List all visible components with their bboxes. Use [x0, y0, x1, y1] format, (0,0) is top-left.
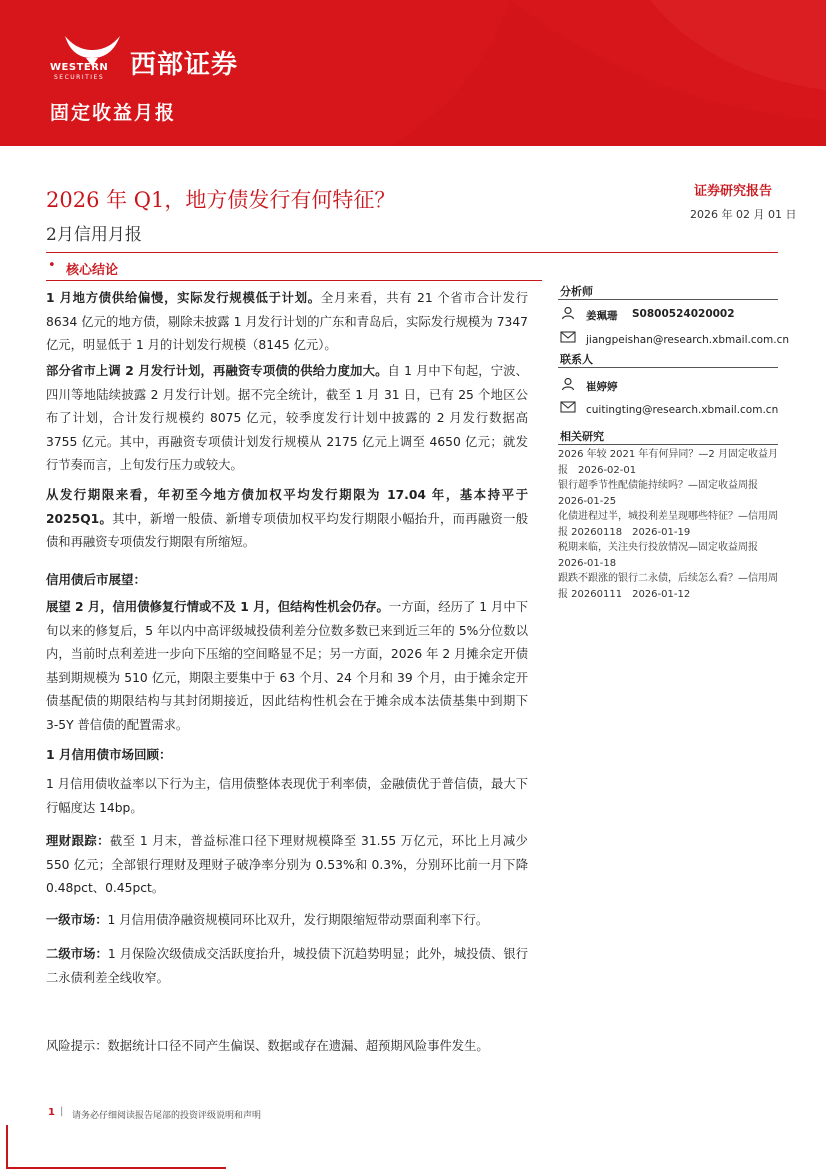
report-type-label: 证券研究报告 — [694, 184, 773, 199]
paragraph-body: 自 1 月中下旬起，宁波、四川等地陆续披露 2 月发行计划。据不完全统计，截至 1 月 31 日，已有 25 个地区公布了计划，合计发行规模约 8075 亿元，较季度发行计划中披露的 2 月发行数据高 3755 亿元。其中，再融资专项债计划发行规模从 2175 亿元上调至 4650 亿元；就发行节奏而言，上旬发行压力或较大。 — [46, 364, 528, 472]
paragraph-secondary — [46, 943, 528, 990]
section-heading: 核心结论 — [66, 263, 119, 278]
related-item[interactable]: 化债进程过半，城投利差呈现哪些特征？—信用周报 20260118 2026-01-19 — [558, 511, 778, 538]
related-item[interactable]: 银行超季节性配债能持续吗？—固定收益周报 2026-01-25 — [558, 480, 768, 507]
sidebar-divider — [558, 299, 778, 300]
analyst-label: 分析师 — [560, 285, 593, 298]
paragraph-body: 1 月保险次级债成交活跃度抬升，城投债下沉趋势明显；此外，城投债、银行二永债利差全线收窄。 — [46, 947, 528, 985]
paragraph-lead: 从发行期限来看，年初至今地方债加权平均发行期限为 17.04 年，基本持平于 2025Q1。 — [46, 488, 528, 526]
footer-separator: | — [60, 1106, 64, 1117]
section-bullet: • — [48, 258, 56, 273]
person-icon — [561, 306, 575, 320]
sidebar-divider — [558, 367, 778, 368]
logo-english: WESTERN — [50, 62, 109, 73]
footer-accent-vertical — [6, 1125, 8, 1169]
heading-outlook: 信用债后市展望： — [46, 572, 147, 587]
paragraph-body: 其中，新增一般债、新增专项债加权平均发行期限小幅抬升，而再融资一般债和再融资专项债发行期限有所缩短。 — [46, 511, 528, 549]
email-icon — [560, 330, 576, 344]
paragraph-lead: 二级市场： — [46, 947, 108, 961]
paragraph-body: 全月来看，共有 21 个省市合计发行 8634 亿元的地方债，剔除未披露 1 月发行计划的广东和青岛后，实际发行规模为 7347 亿元，明显低于 1 月的计划发行规模（8145 亿元）。 — [46, 291, 528, 352]
contact-label: 联系人 — [560, 353, 593, 366]
title-divider — [46, 252, 778, 253]
paragraph-lead: 一级市场： — [46, 913, 108, 927]
paragraph-supply — [46, 287, 528, 358]
paragraph-lead: 展望 2 月，信用债修复行情或不及 1 月，但结构性机会仍存。 — [46, 600, 389, 614]
footer-disclaimer: 请务必仔细阅读报告尾部的投资评级说明和声明 — [72, 1111, 262, 1121]
contact-email[interactable]: cuitingting@research.xbmail.com.cn — [586, 404, 779, 416]
contact-name: 崔婷婷 — [586, 381, 618, 393]
email-icon — [560, 400, 576, 414]
paragraph-lead: 部分省市上调 2 月发行计划，再融资专项债的供给力度加大。 — [46, 364, 388, 378]
analyst-id: S0800524020002 — [632, 308, 735, 320]
header-decoration — [390, 0, 826, 146]
page-subtitle: 2月信用月报 — [46, 225, 142, 245]
analyst-name: 姜珮珊 — [586, 310, 618, 322]
report-date: 2026 年 02 月 01 日 — [690, 208, 797, 221]
paragraph-body: 1 月信用债净融资规模同环比双升，发行期限缩短带动票面利率下行。 — [107, 913, 489, 927]
sidebar-divider — [558, 444, 778, 445]
paragraph-wealth — [46, 830, 528, 901]
risk-warning: 风险提示：数据统计口径不同产生偏误、数据或存在遗漏、超预期风险事件发生。 — [46, 1039, 489, 1053]
page-number: 1 — [48, 1107, 55, 1118]
section-divider — [46, 280, 542, 281]
person-icon — [561, 377, 575, 391]
paragraph-review: 1 月信用债收益率以下行为主，信用债整体表现优于利率债，金融债优于普信债，最大下行幅度达 14bp。 — [46, 777, 528, 815]
related-item[interactable]: 跟跌不跟涨的银行二永债，后续怎么看？—信用周报 20260111 2026-01-12 — [558, 573, 778, 600]
paragraph-body: 一方面，经历了 1 月中下旬以来的修复后，5 年以内中高评级城投债利差分位数多数已来到近三年的 5%分位数以内，当前时点利差进一步向下压缩的空间略显不足；另一方面，2026 年 2 月摊余定开债基到期规模为 510 亿元，期限主要集中于 63 个月、24 个月和 39 个月，由于摊余定开债基配债的期限结构与其封闭期接近，因此结构性机会在于摊余成本法债基集中到期下 3-5Y 普信债的配置需求。 — [46, 600, 528, 732]
paragraph-body: 截至 1 月末，普益标准口径下理财规模降至 31.55 万亿元，环比上月减少 550 亿元；全部银行理财及理财子破净率分别为 0.53%和 0.3%，分别环比前一月下降 0.48pct、0.45pct。 — [46, 834, 528, 895]
related-item[interactable]: 税期来临，关注央行投放情况—固定收益周报 2026-01-18 — [558, 542, 758, 569]
paragraph-primary — [46, 909, 528, 933]
paragraph-lead: 1 月地方债供给偏慢，实际发行规模低于计划。 — [46, 291, 321, 305]
page-title: 2026 年 Q1，地方债发行有何特征？ — [46, 188, 396, 212]
logo-chinese: 西部证券 — [130, 50, 239, 80]
related-item[interactable]: 2026 年较 2021 年有何异同？—2 月固定收益月报 2026-02-01 — [558, 449, 778, 476]
heading-review: 1 月信用债市场回顾： — [46, 747, 172, 762]
paragraph-lead: 理财跟踪： — [46, 834, 110, 848]
document-type: 固定收益月报 — [50, 102, 177, 124]
paragraph-tenor — [46, 484, 528, 555]
analyst-email[interactable]: jiangpeishan@research.xbmail.com.cn — [586, 334, 790, 346]
paragraph-outlook — [46, 596, 528, 737]
related-label: 相关研究 — [560, 430, 604, 443]
paragraph-plan — [46, 360, 528, 478]
header-banner — [0, 0, 826, 146]
logo-english-sub: SECURITIES — [54, 74, 105, 81]
